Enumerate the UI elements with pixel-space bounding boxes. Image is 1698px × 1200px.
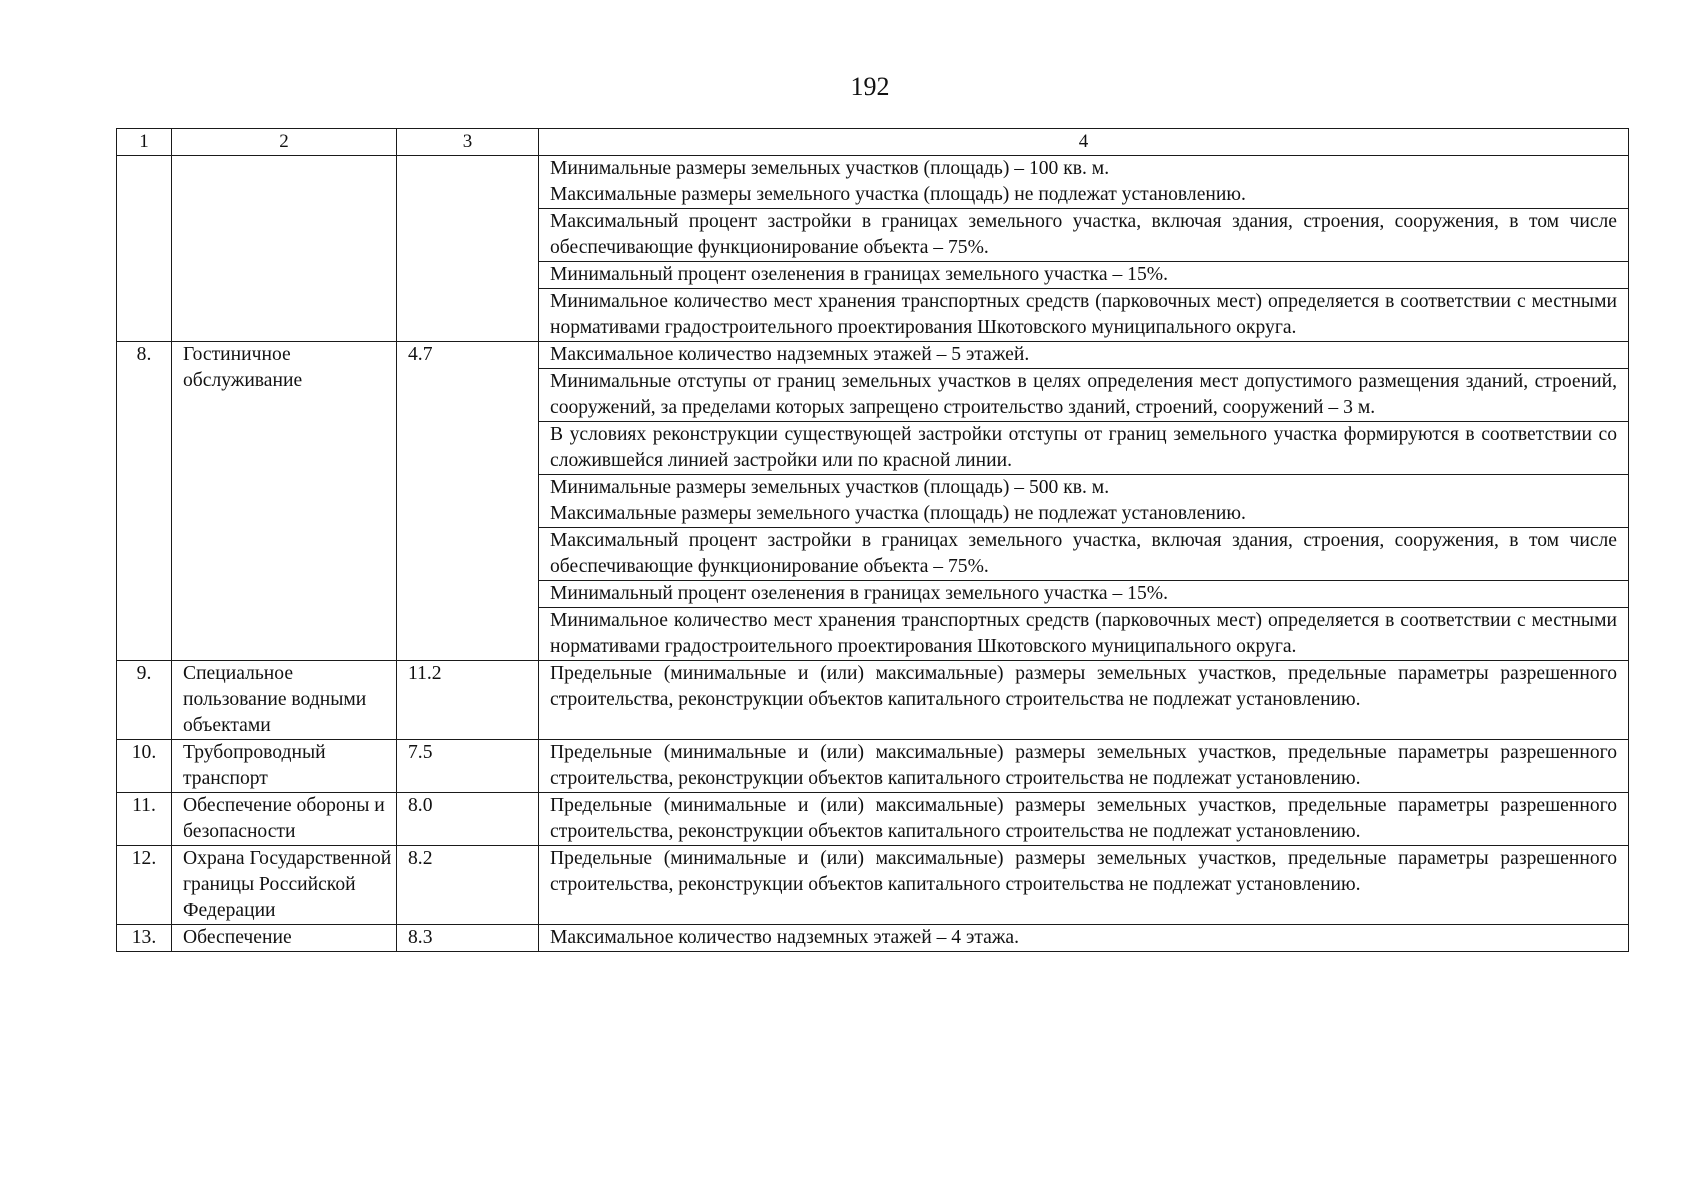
- column-header-3: 3: [397, 129, 539, 156]
- parameter-text: Максимальные размеры земельного участка (площадь) не подлежат установлению.: [550, 503, 1246, 524]
- parameter-cell: [539, 740, 1629, 793]
- parameter-cell: [539, 528, 1629, 581]
- parameter-cell: [539, 156, 1629, 209]
- parameter-cell: [539, 289, 1629, 342]
- table-row: [117, 793, 1629, 846]
- parameter-cell: [539, 209, 1629, 262]
- row-number: 9.: [117, 661, 172, 740]
- table-row: [117, 156, 1629, 209]
- row-number: 8.: [117, 342, 172, 661]
- parameter-text: Минимальный процент озеленения в границах земельного участка – 15%.: [550, 583, 1168, 604]
- parameter-text: Предельные (минимальные и (или) максимальные) размеры земельных участков, предельные параметры разрешенного строительства, реконструкции объектов капитального строительства не подлежат установлению.: [550, 663, 1617, 710]
- parameter-text: Максимальное количество надземных этажей – 4 этажа.: [550, 927, 1020, 948]
- column-header-2: 2: [172, 129, 397, 156]
- parameter-cell: [539, 475, 1629, 528]
- column-header-4: 4: [539, 129, 1629, 156]
- land-use-code: 8.2: [397, 846, 539, 925]
- parameter-text: Максимальное количество надземных этажей – 5 этажей.: [550, 344, 1030, 365]
- page-number: 192: [850, 72, 890, 101]
- parameter-text: Минимальные отступы от границ земельных участков в целях определения мест допустимого размещения зданий, строений, сооружений, за пределами которых запрещено строительство зданий, строений, сооружений – 3 м.: [550, 371, 1617, 418]
- parameter-cell: [539, 422, 1629, 475]
- parameter-text: Предельные (минимальные и (или) максимальные) размеры земельных участков, предельные параметры разрешенного строительства, реконструкции объектов капитального строительства не подлежат установлению.: [550, 795, 1617, 842]
- land-use-type: Трубопроводный транспорт: [172, 740, 397, 793]
- table-row: [117, 925, 1629, 952]
- land-use-type: Гостиничное обслуживание: [172, 342, 397, 661]
- table-row: [117, 661, 1629, 740]
- parameter-text: Максимальный процент застройки в границах земельного участка, включая здания, строения, сооружения, в том числе обеспечивающие функционирование объекта – 75%.: [550, 211, 1617, 258]
- parameter-text: Минимальное количество мест хранения транспортных средств (парковочных мест) определяется в соответствии с местными нормативами градостроительного проектирования Шкотовского муниципального округа.: [550, 291, 1617, 338]
- land-use-code: 8.0: [397, 793, 539, 846]
- row-number: 12.: [117, 846, 172, 925]
- parameter-cell: [539, 342, 1629, 369]
- table-row: [117, 846, 1629, 925]
- table-row: [117, 740, 1629, 793]
- parameter-cell: [539, 846, 1629, 925]
- land-use-type: [172, 156, 397, 342]
- row-number: [117, 156, 172, 342]
- land-use-type: Охрана Государственной границы Российской Федерации: [172, 846, 397, 925]
- land-use-code: 7.5: [397, 740, 539, 793]
- parameter-cell: [539, 925, 1629, 952]
- parameter-text: Предельные (минимальные и (или) максимальные) размеры земельных участков, предельные параметры разрешенного строительства, реконструкции объектов капитального строительства не подлежат установлению.: [550, 742, 1617, 789]
- regulations-table: [116, 128, 1629, 952]
- parameter-text: В условиях реконструкции существующей застройки отступы от границ земельного участка формируются в соответствии со сложившейся линией застройки или по красной линии.: [550, 424, 1617, 471]
- parameter-cell: [539, 369, 1629, 422]
- land-use-type: Обеспечение: [172, 925, 397, 952]
- land-use-type: Специальное пользование водными объектами: [172, 661, 397, 740]
- parameter-text: Минимальные размеры земельных участков (площадь) – 500 кв. м.: [550, 477, 1110, 498]
- parameter-cell: [539, 581, 1629, 608]
- land-use-code: 8.3: [397, 925, 539, 952]
- column-header-1: 1: [117, 129, 172, 156]
- parameter-cell: [539, 793, 1629, 846]
- column-number-row: [117, 129, 1629, 156]
- parameter-text: Предельные (минимальные и (или) максимальные) размеры земельных участков, предельные параметры разрешенного строительства, реконструкции объектов капитального строительства не подлежат установлению.: [550, 848, 1617, 895]
- parameter-text: Минимальный процент озеленения в границах земельного участка – 15%.: [550, 264, 1168, 285]
- parameter-cell: [539, 661, 1629, 740]
- table-row: [117, 342, 1629, 369]
- parameter-cell: [539, 608, 1629, 661]
- parameter-text: Максимальные размеры земельного участка (площадь) не подлежат установлению.: [550, 184, 1246, 205]
- land-use-type: Обеспечение обороны и безопасности: [172, 793, 397, 846]
- row-number: 11.: [117, 793, 172, 846]
- land-use-code: 4.7: [397, 342, 539, 661]
- land-use-code: [397, 156, 539, 342]
- land-use-code: 11.2: [397, 661, 539, 740]
- parameter-cell: [539, 262, 1629, 289]
- parameter-text: Максимальный процент застройки в границах земельного участка, включая здания, строения, сооружения, в том числе обеспечивающие функционирование объекта – 75%.: [550, 530, 1617, 577]
- row-number: 13.: [117, 925, 172, 952]
- parameter-text: Минимальные размеры земельных участков (площадь) – 100 кв. м.: [550, 158, 1110, 179]
- parameter-text: Минимальное количество мест хранения транспортных средств (парковочных мест) определяется в соответствии с местными нормативами градостроительного проектирования Шкотовского муниципального округа.: [550, 610, 1617, 657]
- row-number: 10.: [117, 740, 172, 793]
